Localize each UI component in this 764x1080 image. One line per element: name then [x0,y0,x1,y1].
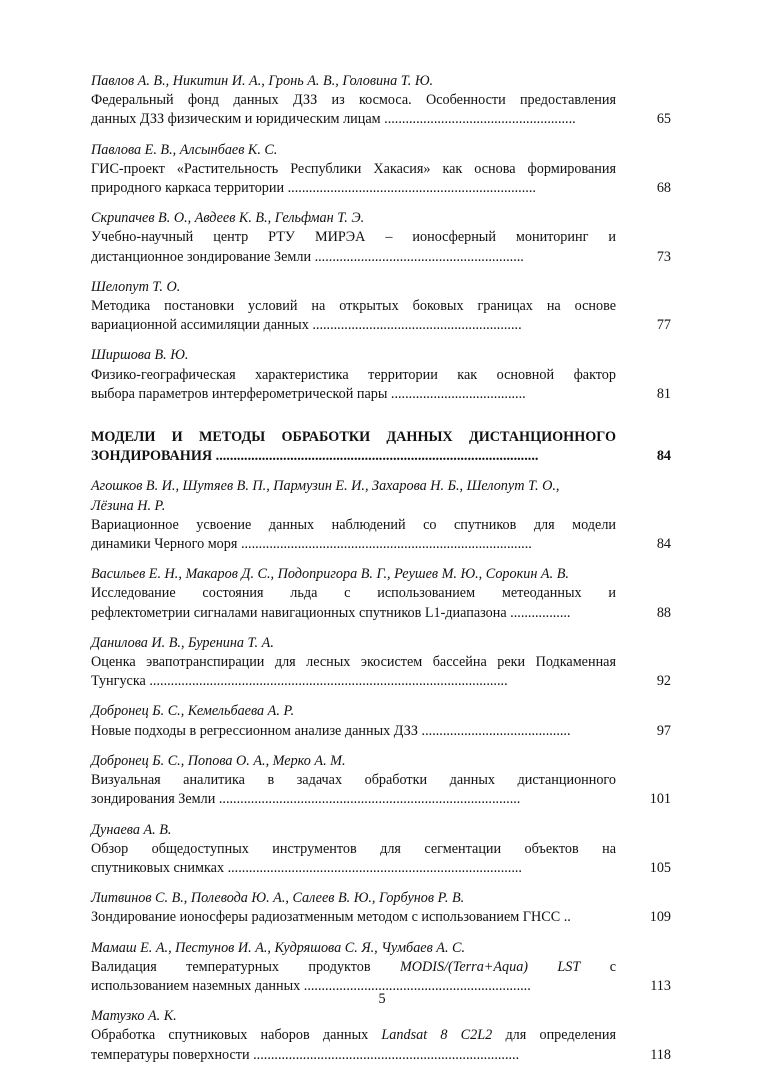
toc-entry [91,477,671,554]
entry-authors: Васильев Е. Н., Макаров Д. С., Подопригора В. Г., Реушев М. Ю., Сорокин А. В. [91,566,569,583]
entry-authors-cont: Лёзина Н. Р. [91,497,166,514]
section-title-line: ЗОНДИРОВАНИЯ ........................................................................................... [91,448,539,465]
entry-title-line: Новые подходы в регрессионном анализе данных ДЗЗ .......................................... [91,722,571,739]
toc-entry [91,209,671,267]
entry-authors: Скрипачев В. О., Авдеев К. В., Гельфман Т. Э. [91,210,365,227]
toc-entry [91,752,671,810]
entry-page: 81 [656,385,671,402]
entry-page: 97 [656,722,671,739]
toc-entry [91,1007,671,1065]
entry-title-line: Учебно-научный центр РТУ МИРЭА – ионосферный мониторинг и [91,229,616,246]
entry-title-line: зондирования Земли ..................................................................................... [91,791,521,808]
entry-authors: Данилова И. В., Буренина Т. А. [91,634,274,651]
table-of-contents [91,72,671,1076]
toc-entry [91,72,671,130]
entry-page: 77 [656,317,671,334]
entry-page: 68 [656,180,671,197]
entry-authors: Павлов А. В., Никитин И. А., Гронь А. В., Головина Т. Ю. [91,73,434,89]
entry-authors: Ширшова В. Ю. [91,347,189,364]
entry-page: 92 [656,673,671,690]
entry-title-line: динамики Черного моря .................................................................................. [91,536,532,553]
toc-entry [91,141,671,199]
entry-title-line: Тунгуска ..................................................................................................... [91,673,508,690]
toc-entry [91,278,671,336]
entry-title-line: природного каркаса территории ...................................................................... [91,180,536,197]
entry-title-line: дистанционное зондирование Земли ........................................................... [91,248,524,265]
toc-entry [91,821,671,879]
entry-page: 113 [650,977,671,994]
entry-page: 101 [649,791,671,808]
entry-title-line: Обработка спутниковых наборов данных Landsat 8 C2L2 для определения [91,1027,616,1044]
toc-entry [91,346,671,404]
entry-page: 105 [649,859,671,876]
entry-page: 65 [656,111,671,128]
entry-title-line: Оценка эвапотранспирации для лесных экосистем бассейна реки Подкаменная [91,654,616,671]
entry-title-line: Валидация температурных продуктов MODIS/(Terra+Aqua) LST с [91,958,616,975]
section-heading [91,428,671,466]
entry-authors: Дунаева А. В. [91,821,172,838]
entry-title-line: Вариационное усвоение данных наблюдений со спутников для модели [91,516,616,533]
entry-page: 109 [649,909,671,926]
entry-authors: Павлова Е. В., Алсынбаев К. С. [91,141,278,158]
entry-title-line: Физико-географическая характеристика территории как основной фактор [91,366,616,383]
toc-entry [91,889,671,927]
entry-title-line: данных ДЗЗ физическим и юридическим лицам ...................................................... [91,111,576,128]
entry-title-line: вариационной ассимиляции данных ........................................................... [91,317,522,334]
entry-page: 84 [656,536,671,553]
entry-title-line: ГИС-проект «Растительность Республики Хакасия» как основа формирования [91,160,616,177]
toc-entry [91,702,671,740]
entry-authors: Шелопут Т. О. [91,278,181,295]
entry-page: 118 [650,1046,671,1063]
entry-authors: Агошков В. И., Шутяев В. П., Пармузин Е. И., Захарова Н. Б., Шелопут Т. О., [91,478,560,495]
toc-entry [91,634,671,692]
entry-title-line: Обзор общедоступных инструментов для сегментации объектов на [91,840,616,857]
entry-authors: Добронец Б. С., Кемельбаева А. Р. [91,703,295,720]
entry-title-line: рефлектометрии сигналами навигационных спутников L1-диапазона ................. [91,604,571,621]
entry-title-line: Визуальная аналитика в задачах обработки данных дистанционного [91,772,616,789]
entry-title-line: выбора параметров интерферометрической пары ...................................... [91,385,526,402]
section-page: 84 [656,448,671,465]
entry-page: 88 [656,604,671,621]
entry-authors: Матузко А. К. [91,1008,177,1025]
toc-entry [91,939,671,997]
entry-title-line: Методика постановки условий на открытых боковых границах на основе [91,298,616,315]
entry-authors: Мамаш Е. А., Пестунов И. А., Кудряшова С. Я., Чумбаев А. С. [91,939,466,956]
entry-page: 73 [656,248,671,265]
entry-title-line: Федеральный фонд данных ДЗЗ из космоса. Особенности предоставления [91,92,616,109]
entry-title-line: Исследование состояния льда с использованием метеоданных и [91,585,616,602]
entry-title-line: Зондирование ионосферы радиозатменным методом с использованием ГНСС .. [91,909,571,926]
entry-authors: Литвинов С. В., Полеводa Ю. А., Салеев В. Ю., Горбунов Р. В. [91,890,465,907]
entry-authors: Добронец Б. С., Попова О. А., Мерко А. М. [91,752,346,769]
page-number: 5 [378,991,386,1007]
entry-title-line: температуры поверхности ........................................................................... [91,1046,520,1063]
entry-title-line: использованием наземных данных ................................................................ [91,977,531,994]
toc-entry [91,565,671,623]
section-title-line: МОДЕЛИ И МЕТОДЫ ОБРАБОТКИ ДАННЫХ ДИСТАНЦИОННОГО [91,429,616,446]
entry-title-line: спутниковых снимках ................................................................................... [91,859,522,876]
